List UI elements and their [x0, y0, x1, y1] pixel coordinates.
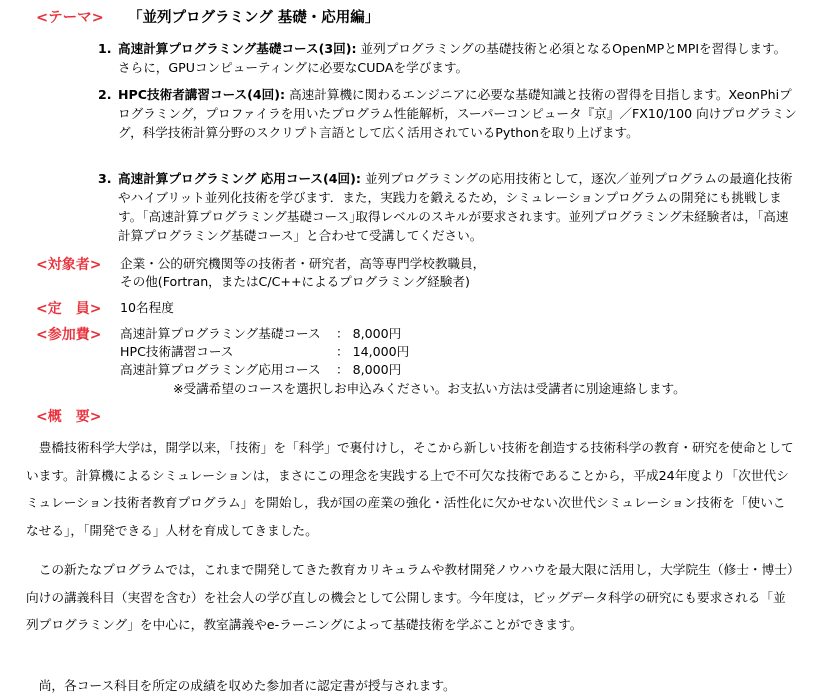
fee-note: ※受講希望のコースを選択しお申込みください。お支払い方法は受講者に別途連絡します。 [173, 381, 686, 396]
fee-price: ： 8,000円 [336, 362, 402, 377]
course-item-1 [98, 39, 798, 77]
course-description: 並列プログラミングの基礎技術と必須となるOpenMPとMPIを習得します。さらに，GPUコンピューティングに必要なCUDAを学びます。 [118, 41, 787, 75]
fee-course-name: 高速計算プログラミング基礎コース [120, 326, 321, 341]
overview-paragraph-2 [26, 556, 796, 639]
overview-paragraph-3 [26, 672, 796, 700]
capacity-label: <定 員> [36, 301, 102, 317]
fee-price: ： 8,000円 [336, 326, 402, 341]
overview-label: <概 要> [36, 409, 102, 425]
course-title: 高速計算プログラミング基礎コース(3回): [118, 41, 357, 56]
paragraph-text: この新たなプログラムでは，これまで開発してきた教育カリキュラムや教材開発ノウハウを最大限に活用し，大学院生（修士・博士）向けの講義科目（実習を含む）を社会人の学び直しの機会として公開します。今年度は，ビッグデータ科学の研究にも要求される「並列プログラミング」を中心に，教室講義やe-ラーニングによって基礎技術を学ぶことができます。 [26, 562, 794, 632]
fee-price: ： 14,000円 [336, 344, 410, 359]
fee-row [120, 343, 409, 361]
course-number: 3. [98, 171, 112, 186]
target-label: <対象者> [36, 257, 102, 273]
course-item-2 [98, 85, 798, 142]
target-line-1: 企業・公的研究機関等の技術者・研究者，高等専門学校教職員， [120, 256, 486, 271]
fee-row [120, 361, 401, 379]
course-item-3 [98, 169, 798, 245]
course-description: 高速計算機に関わるエンジニアに必要な基礎知識と技術の習得を目指します。XeonPhiプログラミング，プロファイラを用いたプログラム性能解析，スーパーコンピュータ『京』／FX10/100 向けプログラミング，科学技術計算分野のスクリプト言語として広く活用されているPythonを取り上げます。 [118, 87, 797, 140]
fee-course-name: 高速計算プログラミング応用コース [120, 362, 321, 377]
paragraph-text: 尚，各コース科目を所定の成績を収めた参加者に認定書が授与されます。 [38, 678, 456, 693]
fee-label: <参加費> [36, 327, 102, 343]
course-title: 高速計算プログラミング 応用コース(4回): [118, 171, 361, 186]
course-number: 2. [98, 87, 112, 102]
fee-course-name: HPC技術講習コース [120, 344, 234, 359]
course-number: 1. [98, 41, 112, 56]
overview-paragraph-1 [26, 434, 796, 544]
capacity-value: 10名程度 [120, 300, 174, 315]
theme-label: <テーマ> [36, 10, 104, 26]
fee-row [120, 325, 401, 343]
course-title: HPC技術者講習コース(4回): [118, 87, 286, 102]
theme-title: 「並列プログラミング 基礎・応用編」 [128, 10, 380, 26]
course-description: 並列プログラミングの応用技術として，逐次／並列プログラムの最適化技術やハイブリット並列化技術を学びます．また，実践力を鍛えるため，シミュレーションプログラムの開発にも挑戦します。｢高速計算プログラミング基礎コース｣取得レベルのスキルが要求されます。並列プログラミング未経験者は，「高速計算プログラミング基礎コース」と合わせて受講してください。 [118, 171, 793, 243]
target-line-2: その他(Fortran，またはC/C++によるプログラミング経験者) [120, 274, 470, 289]
paragraph-text: 豊橋技術科学大学は，開学以来，「技術」を「科学」で裏付けし，そこから新しい技術を創造する技術科学の教育・研究を使命としています。計算機によるシミュレーションは，まさにこの理念を実践する上で不可欠な技術であることから，平成24年度より「次世代シミュレーション技術者教育プログラム」を開始し，我が国の産業の強化・活性化に欠かせない次世代シミュレーション技術を「使いこなせる」，「開発できる」人材を育成してきました。 [26, 440, 794, 538]
